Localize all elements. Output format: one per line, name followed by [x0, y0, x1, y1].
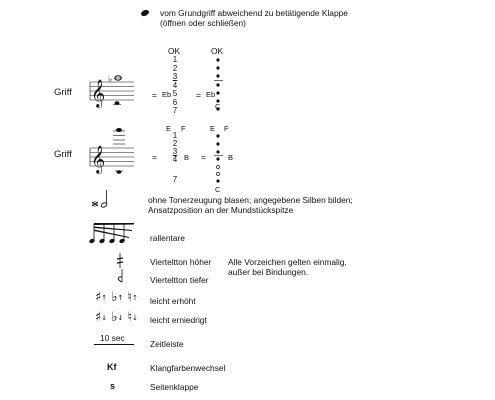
- griff1-eb-left: Eb: [162, 90, 172, 99]
- griff2-f-right: F: [224, 124, 229, 133]
- viertelton-tiefer-text: Vierteltton tiefer: [150, 275, 209, 285]
- griff1-num-3: 3: [172, 72, 178, 81]
- sharp-down-icon: ♯: [95, 310, 102, 325]
- staff-griff1: [90, 72, 135, 112]
- griff2-num-2: 2: [172, 139, 178, 148]
- ohne-ton-line2: Ansatzposition an der Mundstückspitze: [148, 205, 294, 215]
- griff2-label: Griff: [54, 149, 72, 160]
- griff1-num-5: 5: [172, 89, 178, 98]
- svg-text:♭: ♭: [108, 75, 113, 85]
- griff2-num-4: 4: [172, 155, 178, 164]
- quarter-flat-icon: [116, 268, 126, 284]
- griff1-eb-right: Eb: [206, 90, 216, 99]
- natural-up-icon: ♮: [127, 290, 133, 305]
- griff2-e-left: E: [166, 124, 172, 133]
- raised-accidentals: ♯↑ ♭↑ ♮↑: [95, 290, 138, 305]
- griff2-eq1: =: [152, 152, 157, 162]
- sharp-up-icon: ♯: [95, 290, 102, 305]
- griff2-eq2: =: [201, 152, 206, 162]
- rallentare-text: rallentare: [150, 233, 185, 243]
- ohne-ton-line1: ohne Tonerzeugung blasen; angegebene Silben bilden;: [148, 195, 353, 205]
- griff2-b-left: B: [184, 153, 190, 162]
- griff2-b-right: B: [228, 153, 234, 162]
- viertelton-hoeher-text: Vierteltton höher: [150, 257, 212, 267]
- s-symbol: s: [110, 381, 116, 391]
- kf-text: Klangfarbenwechsel: [150, 363, 226, 373]
- rallentare-beam-icon: [89, 218, 137, 246]
- griff1-c: C: [215, 102, 221, 111]
- griff1-num-1: 1: [172, 55, 178, 64]
- s-text: Seitenklappe: [150, 382, 199, 392]
- vorzeichen-line2: außer bei Bindungen.: [228, 267, 309, 277]
- flat-up-icon: ♭: [111, 290, 118, 305]
- intro-line2: (öffnen oder schließen): [160, 18, 246, 28]
- leicht-erhoeht-text: leicht erhöht: [150, 296, 196, 306]
- kf-symbol: Kf: [107, 362, 117, 372]
- griff2-c: C: [215, 185, 221, 194]
- griff1-ok-left: OK: [168, 46, 181, 56]
- griff1-ok-right: OK: [211, 46, 224, 56]
- griff2-fingering-dots: [214, 133, 224, 189]
- vorzeichen-line1: Alle Vorzeichen gelten einmalig,: [228, 257, 347, 267]
- air-note-icon: [90, 188, 112, 212]
- zeitleiste-label: 10 sec: [100, 333, 125, 343]
- griff1-num-2: 2: [172, 63, 178, 73]
- griff1-eq1: =: [152, 90, 157, 100]
- griff1-num-7: 7: [172, 106, 178, 115]
- griff1-num-4: 4: [172, 80, 178, 90]
- griff2-f-left: F: [181, 124, 186, 133]
- griff2-e-right: E: [210, 124, 216, 133]
- griff2-num-3: 3: [172, 147, 178, 156]
- griff1-eq2: =: [196, 90, 201, 100]
- note-head-icon: [140, 8, 152, 18]
- intro-line1: vom Grundgriff abweichend zu betätigende Klappe: [160, 8, 348, 18]
- svg-text:𝄞: 𝄞: [91, 145, 106, 173]
- natural-down-icon: ♮: [127, 310, 133, 325]
- griff1-num-6: 6: [172, 97, 178, 107]
- griff1-label: Griff: [54, 87, 72, 98]
- flat-down-icon: ♭: [111, 310, 118, 325]
- lowered-accidentals: ♯↓ ♭↓ ♮↓: [95, 310, 138, 325]
- leicht-erniedrigt-text: leicht erniedrigt: [150, 315, 207, 325]
- staff-griff2: [90, 128, 135, 176]
- svg-text:𝄞: 𝄞: [91, 79, 106, 107]
- zeitleiste-text: Zeitleiste: [150, 339, 184, 349]
- griff2-num-1: 1: [172, 131, 178, 140]
- zeitleiste-bar: [94, 344, 134, 345]
- griff2-num-7: 7: [172, 175, 178, 184]
